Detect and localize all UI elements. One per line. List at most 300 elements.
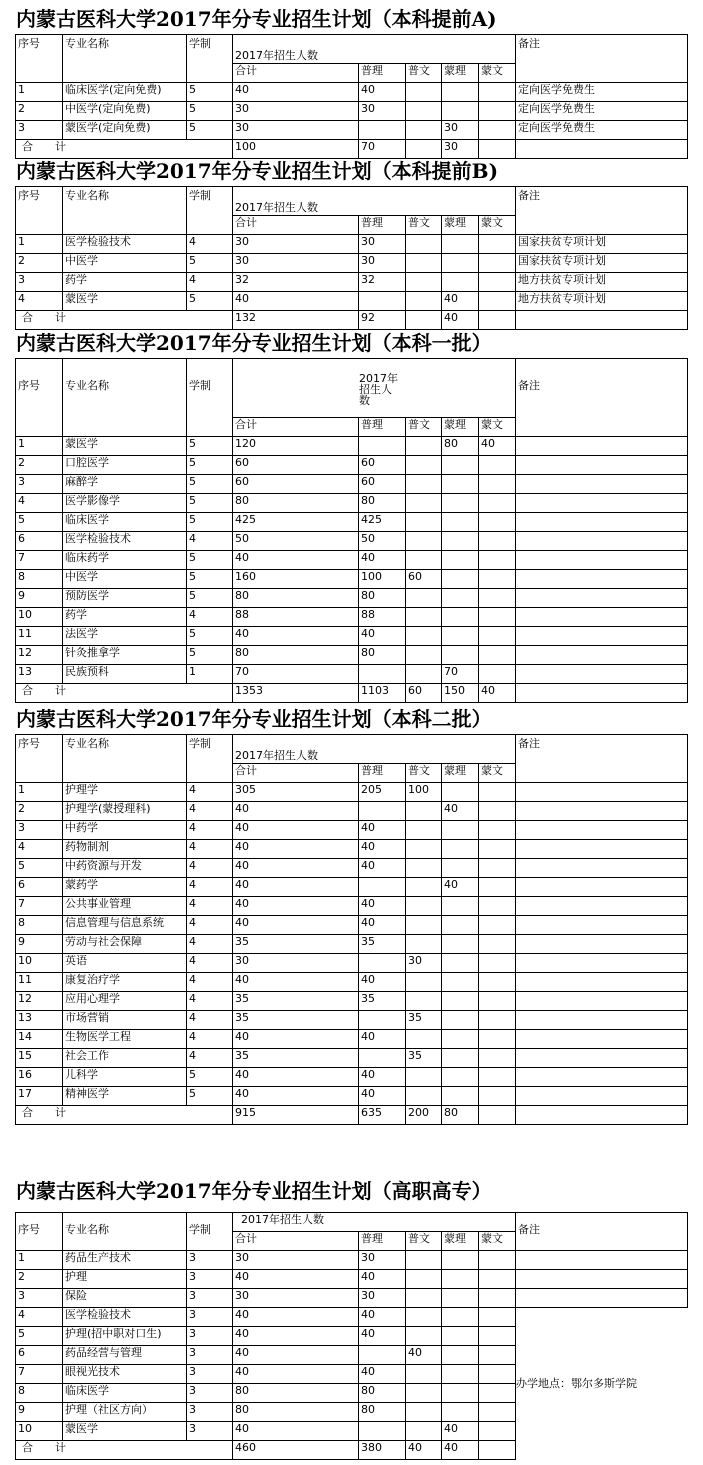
header-remark: 备注 [516,1213,688,1251]
cell-major: 护理学(蒙授理科) [63,802,187,821]
cell-sum-remark [516,1106,688,1125]
cell-seq: 3 [16,475,63,494]
header-plan: 2017年招生人数 [233,1213,516,1232]
cell-sum-mengwen: 40 [479,684,516,703]
cell-total: 305 [233,783,359,802]
header-mengli: 蒙理 [442,418,479,437]
cell-remark [516,494,688,513]
cell-seq: 5 [16,1327,63,1346]
cell-seq: 13 [16,665,63,684]
cell-major: 保险 [63,1289,187,1308]
cell-total: 40 [233,1087,359,1106]
cell-mengli [442,83,479,102]
cell-years: 4 [187,935,233,954]
table-row [16,532,688,551]
cell-mengli [442,1068,479,1087]
cell-major: 药品经营与管理 [63,1346,187,1365]
cell-seq: 15 [16,1049,63,1068]
cell-remark [516,1011,688,1030]
cell-puli: 40 [359,83,406,102]
cell-total: 60 [233,456,359,475]
cell-sum-mengwen [479,311,516,330]
cell-sum-puli: 1103 [359,684,406,703]
cell-seq: 3 [16,1289,63,1308]
cell-mengwen [479,665,516,684]
table-row [16,897,688,916]
cell-mengli [442,1365,479,1384]
cell-total: 40 [233,897,359,916]
cell-mengli: 30 [442,121,479,140]
cell-total: 40 [233,83,359,102]
cell-mengli [442,916,479,935]
cell-remark [516,973,688,992]
cell-puli: 40 [359,1308,406,1327]
campus-location: 办学地点：鄂尔多斯学院 [516,1377,637,1390]
table-row [16,627,688,646]
cell-puwen [406,1289,442,1308]
title-batch-1: 内蒙古医科大学2017年分专业招生计划（本科一批） [16,331,492,355]
cell-sum-puwen: 60 [406,684,442,703]
header-mengli: 蒙理 [442,1232,479,1251]
cell-remark [516,1030,688,1049]
cell-seq: 1 [16,235,63,254]
cell-total: 30 [233,1251,359,1270]
cell-mengli [442,456,479,475]
header-total: 合计 [233,1232,359,1251]
cell-major: 社会工作 [63,1049,187,1068]
cell-mengli [442,273,479,292]
header-puwen: 普文 [406,1232,442,1251]
cell-remark [516,897,688,916]
cell-mengli [442,783,479,802]
header-seq: 序号 [16,359,63,437]
cell-puli: 40 [359,1327,406,1346]
cell-seq: 14 [16,1030,63,1049]
table-header-row [16,359,688,418]
cell-major: 中医学 [63,570,187,589]
cell-puli: 40 [359,1365,406,1384]
table-row [16,783,688,802]
cell-total: 80 [233,589,359,608]
cell-puli [359,878,406,897]
cell-total: 30 [233,954,359,973]
cell-years: 5 [187,494,233,513]
cell-remark [516,456,688,475]
cell-years: 5 [187,589,233,608]
cell-puli [359,1422,406,1441]
cell-seq: 5 [16,859,63,878]
cell-puwen [406,1270,442,1289]
cell-puli: 40 [359,1270,406,1289]
cell-years: 5 [187,1087,233,1106]
cell-mengli: 40 [442,1422,479,1441]
cell-mengli [442,1011,479,1030]
cell-mengwen [479,859,516,878]
cell-seq: 1 [16,83,63,102]
cell-mengli [442,859,479,878]
cell-seq: 1 [16,1251,63,1270]
cell-remark: 定向医学免费生 [516,102,688,121]
table-row [16,1270,688,1289]
cell-puwen [406,83,442,102]
header-major: 专业名称 [63,187,187,235]
cell-sum-total: 100 [233,140,359,159]
header-mengwen: 蒙文 [479,1232,516,1251]
cell-mengwen [479,783,516,802]
cell-seq: 10 [16,954,63,973]
cell-puwen [406,665,442,684]
table-batch-2 [15,734,688,1125]
cell-mengwen [479,1068,516,1087]
cell-puwen: 35 [406,1011,442,1030]
table-row [16,494,688,513]
cell-mengwen [479,1011,516,1030]
table-row [16,475,688,494]
cell-major: 生物医学工程 [63,1030,187,1049]
cell-puli [359,1346,406,1365]
cell-puli [359,802,406,821]
table-row [16,292,688,311]
cell-puli: 40 [359,821,406,840]
cell-puwen [406,1327,442,1346]
cell-sum-total: 132 [233,311,359,330]
cell-seq: 3 [16,121,63,140]
cell-sum-mengli: 40 [442,311,479,330]
cell-major: 医学检验技术 [63,235,187,254]
cell-sum-mengli: 30 [442,140,479,159]
cell-mengwen [479,1327,516,1346]
header-major: 专业名称 [63,359,187,437]
cell-mengwen [479,802,516,821]
cell-sum-total: 915 [233,1106,359,1125]
cell-years: 3 [187,1346,233,1365]
cell-years: 4 [187,859,233,878]
table-header-row [16,1213,688,1232]
cell-mengwen [479,292,516,311]
header-remark: 备注 [516,35,688,83]
cell-major: 蒙医学 [63,437,187,456]
cell-remark [516,878,688,897]
cell-total: 35 [233,935,359,954]
cell-puwen [406,840,442,859]
cell-puwen: 35 [406,1049,442,1068]
cell-major: 中医学(定向免费) [63,102,187,121]
cell-seq: 1 [16,437,63,456]
table-row [16,1251,688,1270]
header-mengwen: 蒙文 [479,764,516,783]
cell-remark [516,1068,688,1087]
header-puli: 普理 [359,216,406,235]
table-row [16,878,688,897]
cell-puwen: 100 [406,783,442,802]
cell-remark [516,935,688,954]
cell-remark [516,1049,688,1068]
cell-years: 4 [187,840,233,859]
title-vocational: 内蒙古医科大学2017年分专业招生计划（高职高专） [16,1179,492,1203]
cell-major: 临床医学 [63,1384,187,1403]
cell-years: 5 [187,475,233,494]
cell-mengli [442,532,479,551]
cell-mengli [442,1403,479,1422]
header-puli: 普理 [359,418,406,437]
cell-puli: 40 [359,973,406,992]
cell-remark: 地方扶贫专项计划 [516,292,688,311]
cell-puwen [406,475,442,494]
cell-mengwen [479,1030,516,1049]
cell-years: 5 [187,646,233,665]
cell-puwen [406,1403,442,1422]
cell-sum-remark [516,684,688,703]
cell-puli: 30 [359,235,406,254]
cell-mengli [442,1289,479,1308]
cell-years: 5 [187,513,233,532]
table-row [16,992,688,1011]
cell-mengwen [479,935,516,954]
cell-major: 信息管理与信息系统 [63,916,187,935]
cell-total: 40 [233,973,359,992]
cell-seq: 4 [16,292,63,311]
cell-total: 40 [233,1270,359,1289]
cell-mengwen [479,1049,516,1068]
table-row [16,102,688,121]
table-row [16,437,688,456]
cell-mengwen: 40 [479,437,516,456]
table-row [16,570,688,589]
header-years: 学制 [187,35,233,83]
cell-puwen [406,627,442,646]
cell-mengwen [479,840,516,859]
cell-mengwen [479,494,516,513]
cell-seq: 2 [16,456,63,475]
cell-remark [516,627,688,646]
table-row [16,1087,688,1106]
cell-sum-label: 合 计 [16,140,233,159]
cell-total: 40 [233,1365,359,1384]
cell-total: 40 [233,1346,359,1365]
header-puli: 普理 [359,764,406,783]
cell-mengwen [479,897,516,916]
cell-seq: 11 [16,973,63,992]
cell-mengwen [479,570,516,589]
cell-years: 3 [187,1308,233,1327]
cell-years: 5 [187,1068,233,1087]
header-plan-line-3: 数 [359,394,370,407]
cell-years: 4 [187,532,233,551]
table-row [16,589,688,608]
cell-major: 法医学 [63,627,187,646]
header-major: 专业名称 [63,735,187,783]
cell-puli [359,437,406,456]
cell-puli: 40 [359,859,406,878]
cell-seq: 2 [16,102,63,121]
cell-puwen [406,292,442,311]
cell-major: 儿科学 [63,1068,187,1087]
table-row [16,1049,688,1068]
cell-years: 5 [187,83,233,102]
title-early-b: 内蒙古医科大学2017年分专业招生计划（本科提前B) [16,159,499,183]
cell-puwen [406,551,442,570]
cell-puli: 40 [359,551,406,570]
title-early-a: 内蒙古医科大学2017年分专业招生计划（本科提前A) [16,7,497,31]
cell-mengwen [479,589,516,608]
cell-years: 5 [187,570,233,589]
cell-puwen [406,1087,442,1106]
table-batch-1 [15,358,688,703]
table-row [16,456,688,475]
cell-seq: 7 [16,551,63,570]
cell-mengli [442,589,479,608]
table-row [16,859,688,878]
cell-puli: 60 [359,456,406,475]
cell-puli: 425 [359,513,406,532]
cell-puwen [406,992,442,1011]
cell-seq: 9 [16,589,63,608]
header-plan: 2017年招生人数 [233,35,516,64]
cell-mengwen [479,513,516,532]
cell-mengwen [479,1384,516,1403]
cell-mengwen [479,992,516,1011]
cell-total: 40 [233,1308,359,1327]
cell-major: 医学检验技术 [63,1308,187,1327]
cell-major: 临床药学 [63,551,187,570]
cell-mengwen [479,821,516,840]
cell-major: 中药资源与开发 [63,859,187,878]
cell-puli: 88 [359,608,406,627]
cell-major: 护理 [63,1270,187,1289]
cell-mengwen [479,954,516,973]
cell-remark [516,1289,688,1308]
cell-major: 英语 [63,954,187,973]
cell-mengwen [479,235,516,254]
cell-mengli: 40 [442,878,479,897]
header-seq: 序号 [16,187,63,235]
cell-mengwen [479,1365,516,1384]
cell-years: 5 [187,437,233,456]
cell-years: 1 [187,665,233,684]
cell-seq: 1 [16,783,63,802]
header-puli: 普理 [359,64,406,83]
cell-remark [516,437,688,456]
cell-seq: 8 [16,1384,63,1403]
header-total: 合计 [233,764,359,783]
cell-seq: 11 [16,627,63,646]
cell-major: 康复治疗学 [63,973,187,992]
cell-puwen [406,254,442,273]
cell-mengli: 80 [442,437,479,456]
cell-years: 3 [187,1403,233,1422]
cell-total: 40 [233,1422,359,1441]
cell-major: 中药学 [63,821,187,840]
cell-major: 市场营销 [63,1011,187,1030]
cell-seq: 2 [16,254,63,273]
cell-total: 40 [233,627,359,646]
cell-mengwen [479,1346,516,1365]
table-row [16,935,688,954]
cell-puli [359,1011,406,1030]
table-row [16,1068,688,1087]
table-row [16,1289,688,1308]
header-total: 合计 [233,418,359,437]
cell-sum-puli: 380 [359,1441,406,1460]
cell-mengwen [479,551,516,570]
cell-sum-mengli: 150 [442,684,479,703]
cell-remark [516,513,688,532]
cell-years: 4 [187,1030,233,1049]
table-total-row [16,1106,688,1125]
header-puwen: 普文 [406,418,442,437]
cell-remark [516,475,688,494]
cell-mengli [442,840,479,859]
cell-seq: 16 [16,1068,63,1087]
header-major: 专业名称 [63,1213,187,1251]
table-vocational [15,1212,688,1460]
cell-seq: 7 [16,1365,63,1384]
cell-puli: 35 [359,992,406,1011]
cell-years: 5 [187,121,233,140]
cell-years: 5 [187,292,233,311]
table-row [16,254,688,273]
cell-years: 3 [187,1365,233,1384]
cell-seq: 3 [16,273,63,292]
header-total: 合计 [233,216,359,235]
cell-seq: 9 [16,1403,63,1422]
table-row [16,83,688,102]
cell-mengli [442,1030,479,1049]
header-seq: 序号 [16,1213,63,1251]
table-row [16,916,688,935]
cell-mengwen [479,532,516,551]
cell-remark [516,840,688,859]
cell-seq: 7 [16,897,63,916]
cell-major: 临床医学(定向免费) [63,83,187,102]
header-mengwen: 蒙文 [479,64,516,83]
header-seq: 序号 [16,735,63,783]
table-row [16,1030,688,1049]
cell-years: 3 [187,1270,233,1289]
cell-total: 40 [233,840,359,859]
cell-seq: 17 [16,1087,63,1106]
table-total-row [16,684,688,703]
header-plan: 2017年招生人数 [233,735,516,764]
cell-remark [516,1270,688,1289]
cell-years: 4 [187,802,233,821]
cell-sum-puwen [406,311,442,330]
cell-puli: 80 [359,494,406,513]
table-row [16,608,688,627]
header-seq: 序号 [16,35,63,83]
cell-puwen [406,802,442,821]
cell-sum-label: 合 计 [16,684,233,703]
table-row [16,840,688,859]
cell-sum-remark [516,311,688,330]
cell-mengli [442,551,479,570]
cell-total: 40 [233,292,359,311]
cell-puli: 50 [359,532,406,551]
cell-puwen [406,859,442,878]
cell-mengli [442,646,479,665]
cell-mengli [442,897,479,916]
cell-remark: 地方扶贫专项计划 [516,273,688,292]
cell-major: 蒙药学 [63,878,187,897]
table-header-row [16,35,688,64]
table-row [16,1308,688,1327]
cell-mengli: 40 [442,802,479,821]
cell-major: 精神医学 [63,1087,187,1106]
header-mengwen: 蒙文 [479,418,516,437]
cell-years: 4 [187,916,233,935]
cell-total: 80 [233,1403,359,1422]
cell-major: 眼视光技术 [63,1365,187,1384]
